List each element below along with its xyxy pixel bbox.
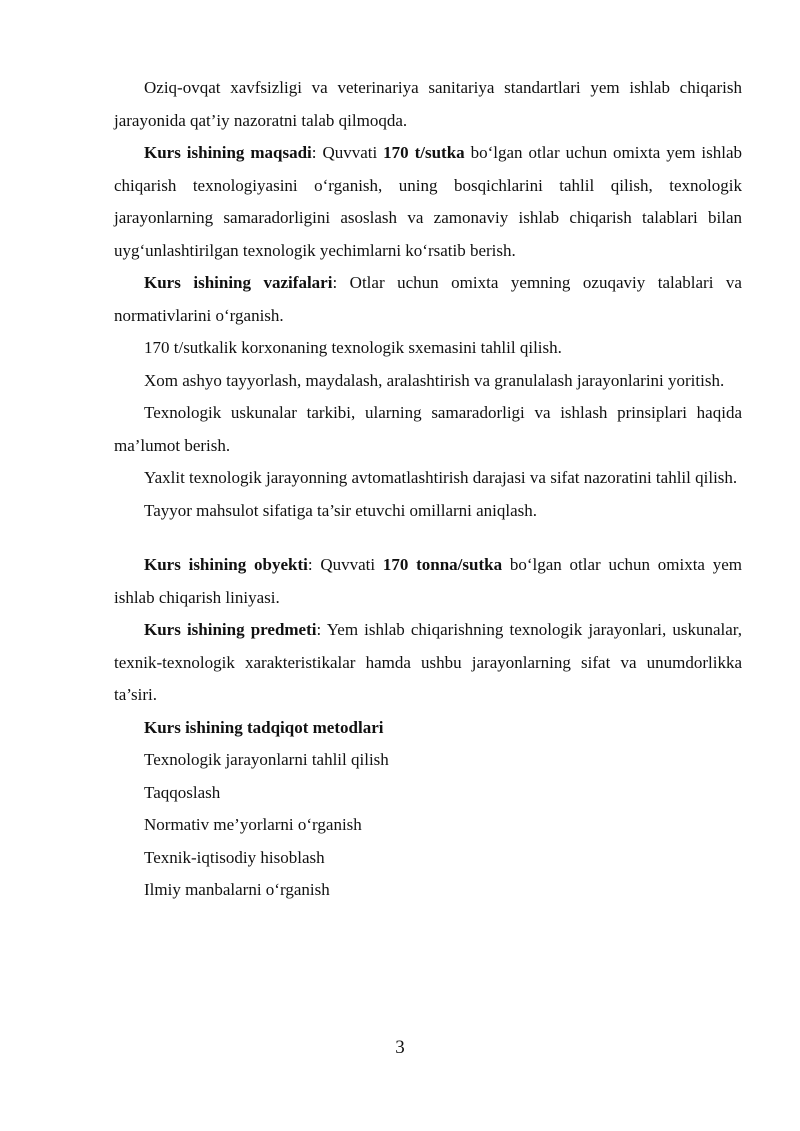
task-item: 170 t/sutkalik korxonaning texnologik sxemasini tahlil qilish. [144,338,562,357]
subject-text: : Yem ishlab chiqarishning texnologik jarayonlari, uskunalar, texnik-texnologik xarakteristikalar hamda ushbu jarayonlarning sifat va unumdorlikka ta’siri. [114,620,742,704]
method-item: Texnik-iqtisodiy hisoblash [144,847,325,867]
tasks-text: : Otlar uchun omixta yemning ozuqaviy talablari va normativlarini o‘rganish. [114,273,742,325]
goal-label: Kurs ishining maqsadi [144,143,312,162]
method-item: Texnologik jarayonlarni tahlil qilish [144,750,389,769]
goal-sep: : Quvvati [311,143,384,162]
object-label: Kurs ishining obyekti [144,555,308,574]
page-number: 3 [395,1037,405,1058]
task-item: Yaxlit texnologik jarayonning avtomatlashtirish darajasi va sifat nazoratini tahlil qilish. [144,468,738,487]
object-capacity: 170 tonna/sutka [382,555,503,574]
goal-capacity: 170 t/sutka [383,143,465,162]
methods-heading [114,712,742,745]
object-sep: : Quvvati [307,555,383,574]
goal-paragraph [114,137,742,267]
paragraph-spacer [114,527,742,549]
subject-label: Kurs ishining predmeti [144,620,317,639]
subject-paragraph [114,614,742,712]
method-item: Taqqoslash [144,782,221,802]
methods-label: Kurs ishining tadqiqot metodlari [144,717,384,737]
tasks-label: Kurs ishining vazifalari [144,273,333,292]
object-text: bo‘lgan otlar uchun omixta yem ishlab chiqarish liniyasi. [114,555,743,607]
intro-paragraph: Oziq-ovqat xavfsizligi va veterinariya sanitariya standartlari yem ishlab chiqarish jarayonida qat’iy nazoratni talab qilmoqda. [114,78,742,130]
object-paragraph [114,549,742,614]
document-page [114,72,742,907]
tasks-paragraph [114,267,742,332]
method-item: Ilmiy manbalarni o‘rganish [144,880,330,899]
task-item: Xom ashyo tayyorlash, maydalash, aralashtirish va granulalash jarayonlarini yoritish. [144,370,725,390]
task-item: Texnologik uskunalar tarkibi, ularning samaradorligi va ishlash prinsiplari haqida ma’lumot berish. [114,403,742,455]
goal-text: bo‘lgan otlar uchun omixta yem ishlab chiqarish texnologiyasini o‘rganish, uning bosqichlarini tahlil qilish, texnologik jarayonlarning samaradorligini asoslash va zamonaviy ishlab chiqarish talablari bilan uyg‘unlashtirilgan texnologik yechimlarni ko‘rsatib berish. [114,143,743,260]
method-item: Normativ me’yorlarni o‘rganish [144,815,362,834]
task-item: Tayyor mahsulot sifatiga ta’sir etuvchi omillarni aniqlash. [144,500,538,520]
